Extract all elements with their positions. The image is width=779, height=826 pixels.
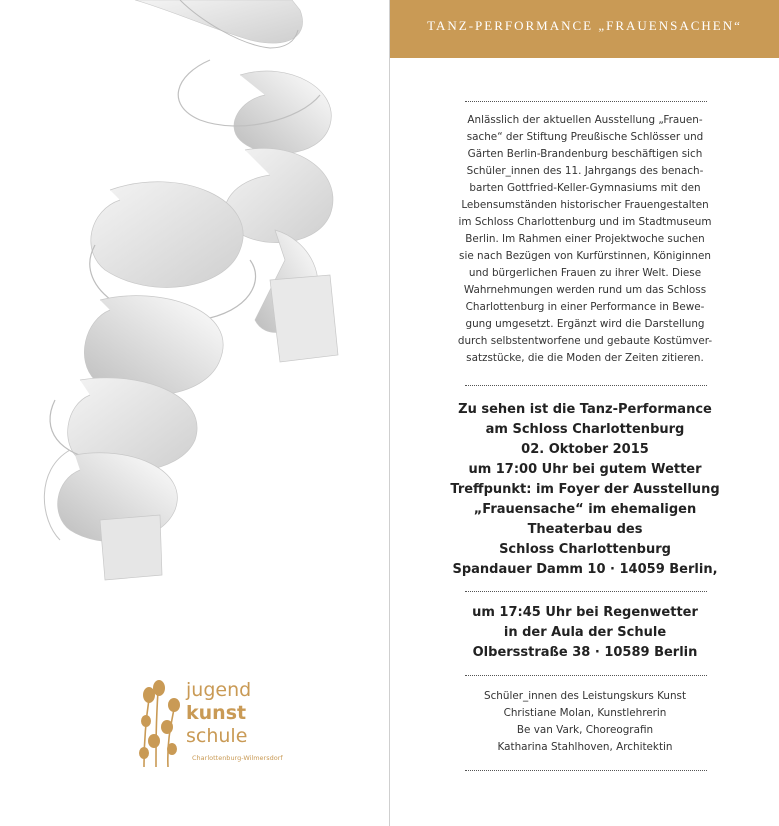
intro-line: Gärten Berlin-Brandenburg beschäftigen sich (467, 148, 703, 160)
flower-illustration-icon (134, 679, 184, 769)
intro-line: Lebensumständen historischer Frauengestalten (461, 199, 709, 211)
event-line: um 17:00 Uhr bei gutem Wetter (468, 462, 702, 477)
dotted-divider (465, 675, 707, 676)
credit-line: Schüler_innen des Leistungskurs Kunst (483, 690, 687, 702)
intro-line: sie nach Bezügen von Kurfürstinnen, Königinnen (459, 250, 711, 262)
intro-line: Wahrnehmungen werden rund um das Schloss (463, 284, 707, 296)
logo-word-schule: schule (186, 725, 248, 747)
intro-line: durch selbstentworfene und gebaute Kostümver- (457, 335, 713, 347)
intro-line: Anlässlich der aktuellen Ausstellung „Frauen- (467, 114, 703, 126)
event-line: am Schloss Charlottenburg (485, 422, 685, 437)
intro-line: barten Gottfried-Keller-Gymnasiums mit den (469, 182, 701, 194)
intro-line: gung umgesetzt. Ergänzt wird die Darstellung (465, 318, 705, 330)
logo-wordmark (186, 679, 251, 748)
intro-line: Charlottenburg in einer Performance in Bewe- (465, 301, 705, 313)
dotted-divider (465, 591, 707, 592)
event-line: 02. Oktober 2015 (521, 442, 649, 457)
event-line: Schloss Charlottenburg (499, 542, 671, 557)
page-title: TANZ-PERFORMANCE „FRAUENSACHEN“ (427, 18, 742, 33)
logo-subtitle: Charlottenburg-Wilmersdorf (192, 754, 283, 762)
intro-line: Berlin. Im Rahmen einer Projektwoche suchen (465, 233, 705, 245)
event-details-good-weather (445, 400, 725, 580)
event-line: Treffpunkt: im Foyer der Ausstellung (450, 482, 720, 497)
event-line: in der Aula der Schule (503, 625, 667, 640)
intro-paragraph (450, 112, 720, 367)
event-line: Spandauer Damm 10 · 14059 Berlin, (452, 562, 718, 577)
cover-panel (0, 0, 389, 826)
intro-line: im Schloss Charlottenburg und im Stadtmuseum (458, 216, 712, 228)
logo-word-kunst: kunst (186, 702, 247, 724)
event-line: Olbersstraße 38 · 10589 Berlin (472, 645, 698, 660)
event-line: Theaterbau des (527, 522, 643, 537)
credit-line: Be van Vark, Choreografin (516, 724, 654, 736)
dotted-divider (465, 101, 707, 102)
logo-word-jugend: jugend (186, 679, 252, 701)
info-panel (390, 0, 779, 826)
intro-line: Schüler_innen des 11. Jahrgangs des benach- (466, 165, 704, 177)
credit-line: Katharina Stahlhoven, Architektin (497, 741, 673, 753)
intro-line: und bürgerlichen Frauen zu ihrer Welt. Diese (468, 267, 702, 279)
event-line: „Frauensache“ im ehemaligen (473, 502, 697, 517)
dotted-divider (465, 385, 707, 386)
intro-line: satzstücke, die die Moden der Zeiten zitieren. (466, 352, 704, 364)
jugendkunstschule-logo (134, 679, 284, 775)
event-line: Zu sehen ist die Tanz-Performance (458, 402, 712, 417)
dotted-divider (465, 770, 707, 771)
event-details-rain (445, 603, 725, 663)
credit-line: Christiane Molan, Kunstlehrerin (503, 707, 667, 719)
intro-line: sache“ der Stiftung Preußische Schlösser und (466, 131, 704, 143)
header-band (390, 0, 779, 58)
credits-block (450, 688, 720, 756)
event-line: um 17:45 Uhr bei Regenwetter (472, 605, 698, 620)
paper-ribbon-illustration (0, 0, 389, 600)
